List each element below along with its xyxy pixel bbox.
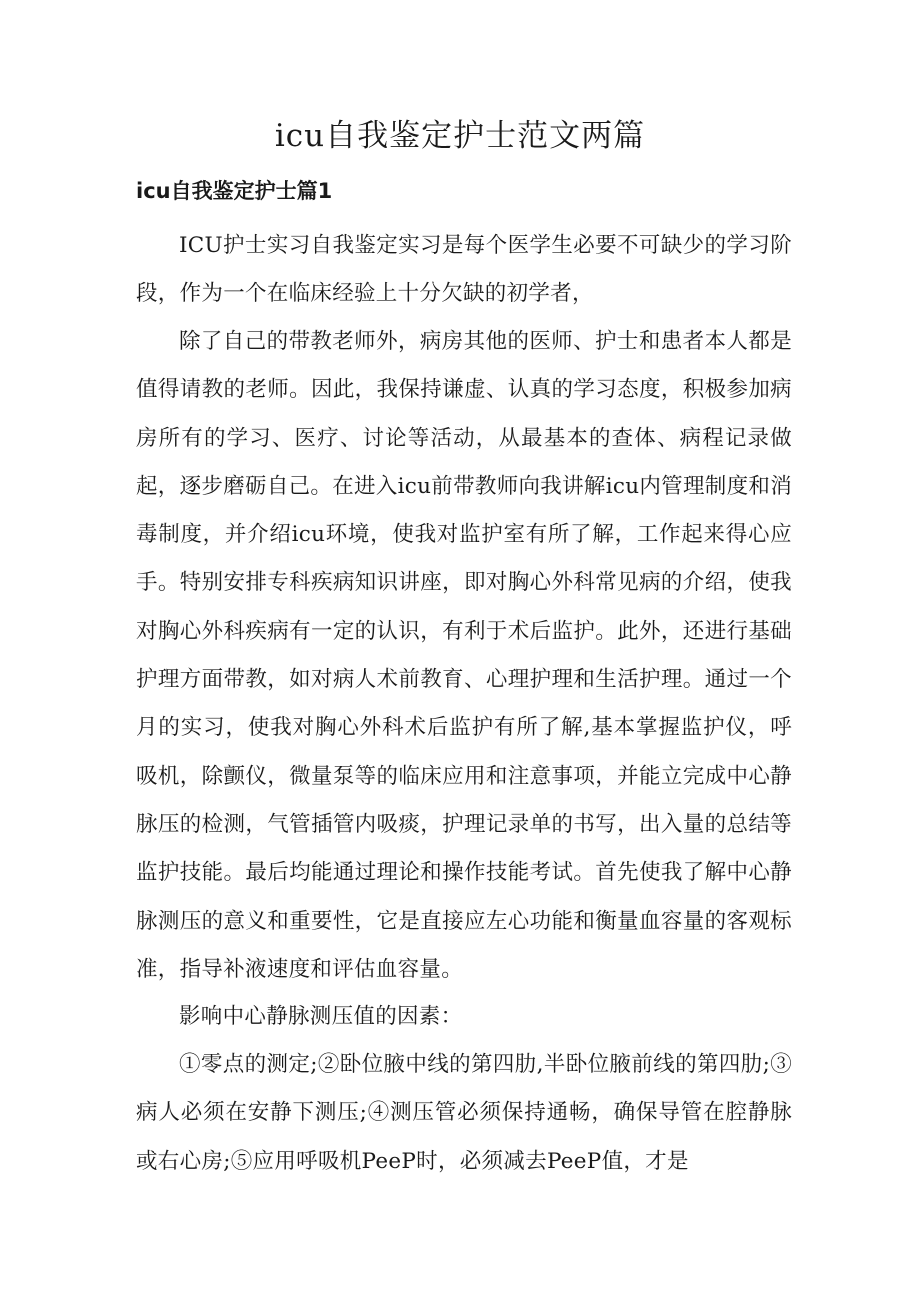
- document-title: icu自我鉴定护士范文两篇: [274, 118, 646, 154]
- paragraph-factors-heading: 影响中心静脉测压值的因素：: [179, 1004, 463, 1029]
- paragraph-factors-list: ①零点的测定;②卧位腋中线的第四肋,半卧位腋前线的第四肋;③病人必须在安静下测压;④测压管必须保持通畅，确保导管在腔静脉或右心房;⑤应用呼吸机PeeP时，必须减去PeeP值，才是: [136, 1052, 792, 1174]
- paragraph-intro: ICU护士实习自我鉴定实习是每个医学生必要不可缺少的学习阶段，作为一个在临床经验上十分欠缺的初学者，: [136, 233, 792, 307]
- section-heading: icu自我鉴定护士篇1: [136, 179, 333, 203]
- paragraph-body: 除了自己的带教老师外，病房其他的医师、护士和患者本人都是值得请教的老师。因此，我保持谦虚、认真的学习态度，积极参加病房所有的学习、医疗、讨论等活动，从最基本的查体、病程记录做起，逐步磨砺自己。在进入icu前带教师向我讲解icu内管理制度和消毒制度，并介绍icu环境，使我对监护室有所了解，工作起来得心应手。特别安排专科疾病知识讲座，即对胸心外科常见病的介绍，使我对胸心外科疾病有一定的认识，有利于术后监护。此外，还进行基础护理方面带教，如对病人术前教育、心理护理和生活护理。通过一个月的实习，使我对胸心外科术后监护有所了解,基本掌握监护仪，呼吸机，除颤仪，微量泵等的临床应用和注意事项，并能立完成中心静脉压的检测，气管插管内吸痰，护理记录单的书写，出入量的总结等监护技能。最后均能通过理论和操作技能考试。首先使我了解中心静脉测压的意义和重要性，它是直接应左心功能和衡量血容量的客观标准，指导补液速度和评估血容量。: [136, 329, 792, 982]
